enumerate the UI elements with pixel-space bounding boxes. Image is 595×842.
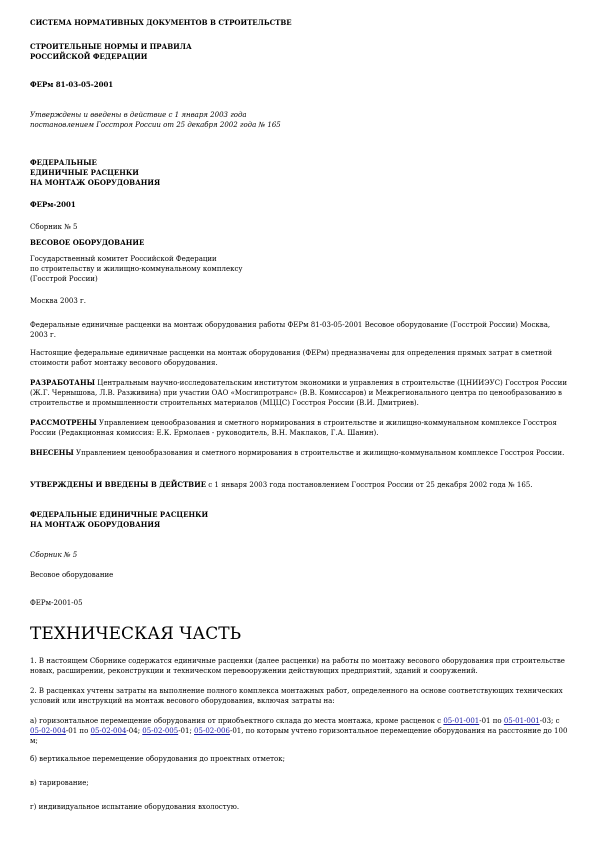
developed-label: РАЗРАБОТАНЫ xyxy=(30,378,95,387)
norms-line-2: РОССИЙСКОЙ ФЕДЕРАЦИИ xyxy=(30,52,148,61)
reviewed-text: Управлением ценообразования и сметного нормирования в строительстве и жилищно-коммунальном комплексе Госстроя России (Редакционная комиссия: Е.К. Ермолаев - руководитель, В.Н. Маклаков, Г.А. Шанин). xyxy=(30,419,557,437)
introduced-label: ВНЕСЕНЫ xyxy=(30,448,74,457)
technical-item-b: б) вертикальное перемещение оборудования до проектных отметок; xyxy=(30,755,285,763)
title-code: ФЕРм-2001 xyxy=(30,200,76,209)
rate-link-05-02-006[interactable]: 05-02-006 xyxy=(194,727,230,735)
technical-item-v: в) тарирование; xyxy=(30,779,89,787)
approved-paragraph xyxy=(30,480,570,490)
rate-link-05-01-001-first[interactable]: 05-01-001 xyxy=(443,717,480,725)
second-collection-title: Весовое оборудование xyxy=(30,571,114,579)
second-title-line-1: ФЕДЕРАЛЬНЫЕ ЕДИНИЧНЫЕ РАСЦЕНКИ xyxy=(30,510,209,519)
technical-item-g: г) индивидуальное испытание оборудования вхолостую. xyxy=(30,803,240,811)
title-line-2: ЕДИНИЧНЫЕ РАСЦЕНКИ xyxy=(30,168,139,177)
approved-line-1: Утверждены и введены в действие с 1 января 2003 года xyxy=(30,111,247,119)
technical-paragraph-1: 1. В настоящем Сборнике содержатся единичные расценки (далее расценки) на работы по монтажу весового оборудования при строительстве новых, расширении, реконструкции и техническом перевооружении действующих предприятий, зданий и сооружений. xyxy=(30,657,565,675)
gov-line-2: по строительству и жилищно-коммунальному комплексу xyxy=(30,265,243,273)
technical-item-a xyxy=(30,716,570,746)
item-a-text-mid-2: -03; с xyxy=(539,717,560,725)
second-code: ФЕРм-2001-05 xyxy=(30,599,83,607)
gov-line-3: (Госстрой России) xyxy=(30,275,98,283)
second-collection-number: Сборник № 5 xyxy=(30,551,78,559)
technical-paragraph-2: 2. В расценках учтены затраты на выполнение полного комплекса монтажных работ, определенного на основе соответствующих технических условий или инструкций на монтаж весового оборудования, включая затраты на: xyxy=(30,687,563,705)
developed-text: Центральным научно-исследовательским институтом экономики и управления в строительстве (ЦНИИЭУС) Госстроя России (Ж.Г. Чернышова, Л.В. Разживина) при участии ОАО «Мосгипротранс» (В.В. Комиссаров) и Межрегионального центра по ценообразованию в строительстве и промышленности строительных материалов (МЦЦС) Госстроя России (В.И. Дмитриев). xyxy=(30,379,567,407)
title-line-3: НА МОНТАЖ ОБОРУДОВАНИЯ xyxy=(30,178,161,187)
item-a-text-mid-5: -01; xyxy=(178,727,195,735)
collection-title: ВЕСОВОЕ ОБОРУДОВАНИЕ xyxy=(30,238,145,247)
item-a-text-end: -01, по которым учтено горизонтальное перемещение оборудования на расстояние до 100 м; xyxy=(30,727,568,745)
approved-label: УТВЕРЖДЕНЫ И ВВЕДЕНЫ В ДЕЙСТВИЕ xyxy=(30,480,207,489)
item-a-text-start: а) горизонтальное перемещение оборудования от приобъектного склада до места монтажа, кроме расценок с xyxy=(30,717,444,725)
approved-line-2: постановлением Госстроя России от 25 декабря 2002 года № 165 xyxy=(30,121,281,129)
rate-link-05-02-004-second[interactable]: 05-02-004 xyxy=(90,727,127,735)
introduced-paragraph xyxy=(30,448,570,458)
norms-line-1: СТРОИТЕЛЬНЫЕ НОРМЫ И ПРАВИЛА xyxy=(30,42,192,51)
rate-link-05-02-005[interactable]: 05-02-005 xyxy=(142,727,179,735)
item-a-text-mid-1: -01 по xyxy=(479,717,504,725)
rate-link-05-02-004-first[interactable]: 05-02-004 xyxy=(30,727,66,735)
reviewed-label: РАССМОТРЕНЫ xyxy=(30,418,97,427)
reference-line: Федеральные единичные расценки на монтаж оборудования работы ФЕРм 81-03-05-2001 Весовое оборудование (Госстрой России) Москва, 2003 г. xyxy=(30,321,551,339)
place-year: Москва 2003 г. xyxy=(30,297,86,305)
approved-text: с 1 января 2003 года постановлением Госстроя России от 25 декабря 2002 года № 165. xyxy=(206,481,533,489)
document-code: ФЕРм 81-03-05-2001 xyxy=(30,80,114,89)
purpose-paragraph: Настоящие федеральные единичные расценки на монтаж оборудования (ФЕРм) предназначены для определения прямых затрат в сметной стоимости работ монтажу весового оборудования. xyxy=(30,349,553,367)
technical-heading: ТЕХНИЧЕСКАЯ ЧАСТЬ xyxy=(30,624,242,644)
system-title: СИСТЕМА НОРМАТИВНЫХ ДОКУМЕНТОВ В СТРОИТЕЛЬСТВЕ xyxy=(30,18,292,27)
collection-number: Сборник № 5 xyxy=(30,223,78,231)
item-a-text-mid-4: -04; xyxy=(126,727,143,735)
developed-paragraph xyxy=(30,378,570,408)
gov-line-1: Государственный комитет Российской Федерации xyxy=(30,255,217,263)
reviewed-paragraph xyxy=(30,418,570,438)
introduced-text: Управлением ценообразования и сметного нормирования в строительстве и жилищно-коммунальном комплексе Госстроя России. xyxy=(73,449,565,457)
rate-link-05-01-001-second[interactable]: 05-01-001 xyxy=(503,717,540,725)
item-a-text-mid-3: -01 по xyxy=(65,727,91,735)
second-title-line-2: НА МОНТАЖ ОБОРУДОВАНИЯ xyxy=(30,520,161,529)
title-line-1: ФЕДЕРАЛЬНЫЕ xyxy=(30,158,97,167)
